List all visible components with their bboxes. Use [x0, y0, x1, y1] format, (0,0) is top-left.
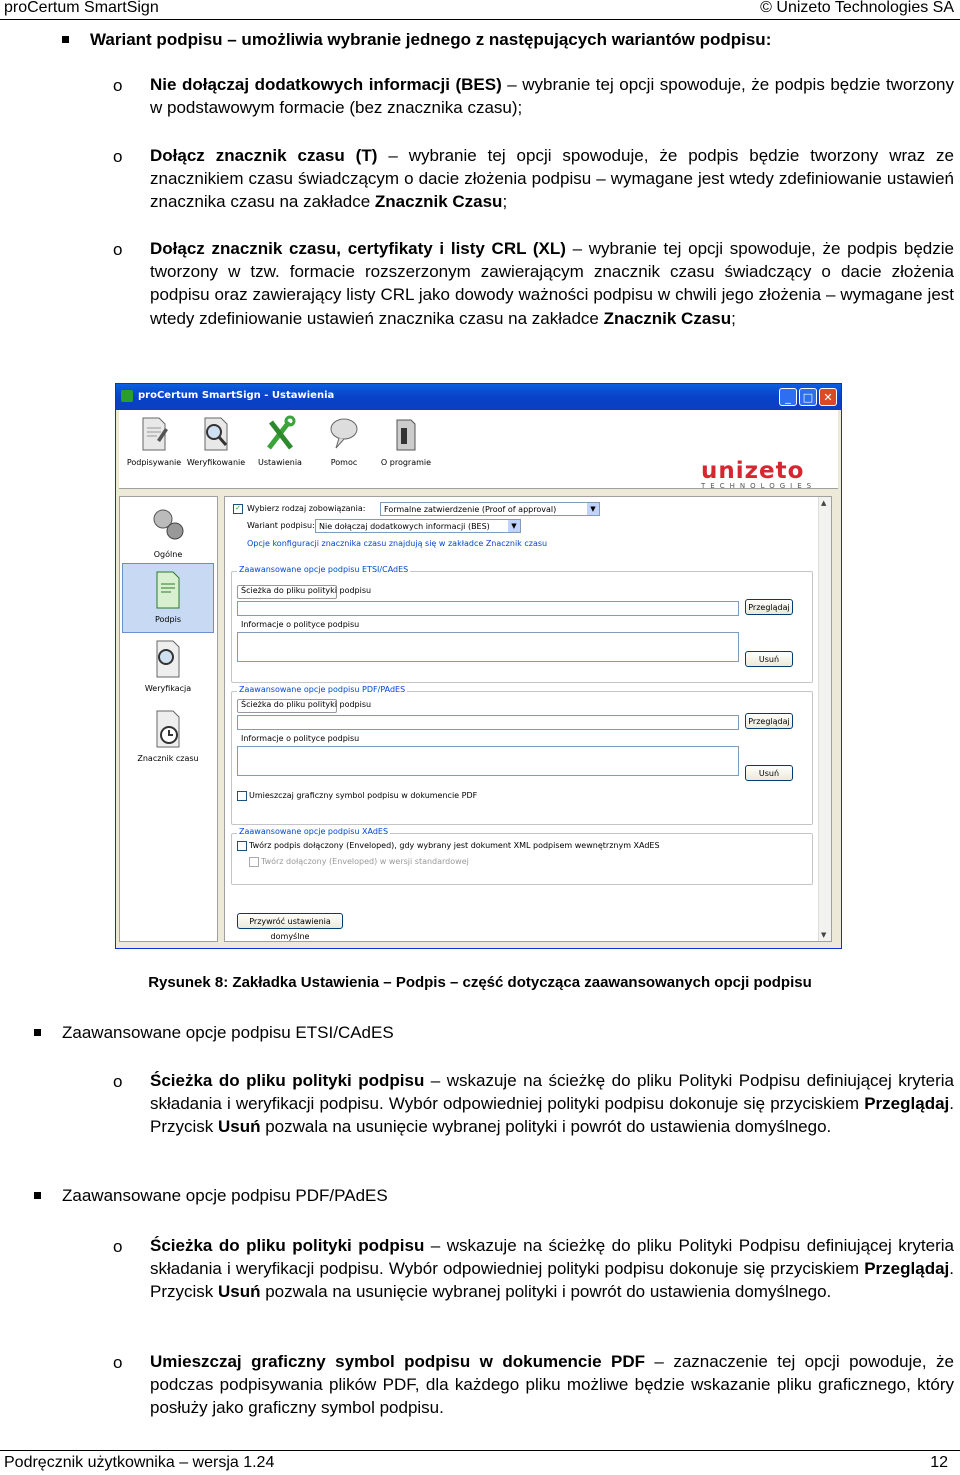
scroll-up-icon[interactable]: ▲: [821, 499, 827, 507]
toolbar-help[interactable]: Pomoc: [313, 414, 375, 467]
about-info-icon: [389, 414, 423, 454]
cades-group-title: Zaawansowane opcje podpisu ETSI/CAdES: [239, 565, 409, 574]
sidebar-item-verification[interactable]: Weryfikacja: [122, 637, 214, 701]
settings-window-screenshot: [115, 383, 842, 949]
xades-standard-checkbox[interactable]: [249, 857, 259, 867]
cades-path-input[interactable]: [237, 601, 739, 616]
toolbar-signing[interactable]: Podpisywanie: [123, 414, 185, 467]
header-rule: [0, 19, 960, 20]
square-bullet-icon: [34, 1029, 41, 1036]
maximize-button[interactable]: □: [799, 388, 817, 406]
window-titlebar: [116, 384, 841, 410]
tools-icon: [263, 414, 297, 454]
header-left: proCertum SmartSign: [4, 0, 159, 16]
item-graphic-symbol: Umieszczaj graficzny symbol podpisu w dokumencie PDF – zaznaczenie tej opcji powoduje, że podczas podpisywania plików PDF, dla każdego pliku możliwe będzie wskazanie pliku graficznego, który posłuży jako graficzny symbol podpisu.: [150, 1352, 954, 1418]
commitment-select[interactable]: Formalne zatwierdzenie (Proof of approval) ▼: [380, 502, 600, 516]
pades-policy-info-box: [237, 746, 739, 776]
vertical-scrollbar[interactable]: [818, 497, 831, 941]
sidebar-item-signature[interactable]: Podpis: [122, 563, 214, 633]
cades-remove-button[interactable]: Usuń: [745, 651, 793, 667]
variant-select[interactable]: Nie dołączaj dodatkowych informacji (BES) ▼: [315, 519, 521, 533]
circle-bullet-icon: o: [113, 1072, 123, 1091]
xades-enveloped-label: Twórz podpis dołączony (Enveloped), gdy wybrany jest dokument XML podpisem wewnętrznym XAdES: [249, 841, 660, 850]
circle-bullet-icon: o: [113, 147, 123, 166]
unizeto-logo: unizeto TECHNOLOGIES: [701, 458, 817, 490]
verify-magnifier-icon: [151, 637, 185, 681]
chevron-down-icon: ▼: [508, 520, 520, 532]
minimize-button[interactable]: _: [779, 388, 797, 406]
commitment-label: Wybierz rodzaj zobowiązania:: [247, 504, 366, 513]
footer-left: Podręcznik użytkownika – wersja 1.24: [4, 1454, 275, 1471]
help-bubble-icon: [327, 414, 361, 454]
cades-policy-info-box: [237, 632, 739, 662]
cades-path-label: Ścieżka do pliku polityki podpisu: [241, 586, 372, 595]
chevron-down-icon: ▼: [587, 503, 599, 515]
sidebar-item-timestamp[interactable]: Znacznik czasu: [122, 707, 214, 771]
pades-group-title: Zaawansowane opcje podpisu PDF/PAdES: [239, 685, 406, 694]
square-bullet-icon: [34, 1192, 41, 1199]
pades-path-input[interactable]: [237, 715, 739, 730]
section-title: Zaawansowane opcje podpisu PDF/PAdES: [62, 1186, 388, 1205]
circle-bullet-icon: o: [113, 1237, 123, 1256]
app-icon: [121, 390, 133, 402]
circle-bullet-icon: o: [113, 76, 123, 95]
header-right: © Unizeto Technologies SA: [760, 0, 954, 16]
item-cades-path: Ścieżka do pliku polityki podpisu – wskazuje na ścieżkę do pliku Polityki Podpisu definiującej kryteria składania i weryfikacji podpisu. Wybór odpowiedniej polityki podpisu dokonuje się przyciskiem Przeglądaj. Przycisk Usuń pozwala na usunięcie wybranej polityki i powrót do ustawienia domyślnego.: [150, 1071, 954, 1137]
item-xl: Dołącz znacznik czasu, certyfikaty i listy CRL (XL) – wybranie tej opcji spowoduje, że podpis będzie tworzony w tzw. formacie rozszerzonym zawierającym znacznik czasu świadczący o dacie złożenia podpisu oraz zawierający listy CRL jako dowody ważności podpisu w chwili jego złożenia – wymagane jest wtedy zdefiniowanie ustawień znacznika czasu na zakładce Znacznik Czasu;: [150, 239, 954, 328]
commitment-checkbox[interactable]: ✓: [233, 504, 243, 514]
toolbar-verify[interactable]: Weryfikowanie: [185, 414, 247, 467]
toolbar: [119, 410, 838, 489]
graphic-symbol-checkbox[interactable]: [237, 791, 247, 801]
circle-bullet-icon: o: [113, 240, 123, 259]
gears-icon: [151, 503, 185, 547]
settings-sidebar: [119, 496, 218, 942]
sign-document-icon: [137, 414, 171, 454]
variant-label: Wariant podpisu:: [247, 521, 315, 530]
item-bes: Nie dołączaj dodatkowych informacji (BES) – wybranie tej opcji spowoduje, że podpis będzie tworzony w podstawowym formacie (bez znacznika czasu);: [150, 75, 954, 118]
square-bullet-icon: [62, 36, 69, 43]
toolbar-about[interactable]: O programie: [375, 414, 437, 467]
xades-group-title: Zaawansowane opcje podpisu XAdES: [239, 827, 389, 836]
window-title: proCertum SmartSign - Ustawienia: [138, 390, 335, 401]
cades-policy-info-label: Informacje o polityce podpisu: [241, 620, 360, 629]
item-pades-path: Ścieżka do pliku polityki podpisu – wskazuje na ścieżkę do pliku Polityki Podpisu definiującej kryteria składania i weryfikacji podpisu. Wybór odpowiedniej polityki podpisu dokonuje się przyciskiem Przeglądaj. Przycisk Usuń pozwala na usunięcie wybranej polityki i powrót do ustawienia domyślnego.: [150, 1236, 954, 1302]
pades-path-label: Ścieżka do pliku polityki podpisu: [241, 700, 372, 709]
restore-defaults-button[interactable]: Przywróć ustawienia domyślne: [237, 913, 343, 929]
footer-rule: [0, 1450, 960, 1451]
section-title: Wariant podpisu – umożliwia wybranie jednego z następujących wariantów podpisu:: [90, 30, 772, 49]
timestamp-config-info: Opcje konfiguracji znacznika czasu znajdują się w zakładce Znacznik czasu: [247, 539, 548, 548]
circle-bullet-icon: o: [113, 1353, 123, 1372]
pades-remove-button[interactable]: Usuń: [745, 765, 793, 781]
toolbar-settings[interactable]: Ustawienia: [249, 414, 311, 467]
page-number: 12: [930, 1454, 948, 1471]
section-title: Zaawansowane opcje podpisu ETSI/CAdES: [62, 1023, 394, 1042]
xades-enveloped-checkbox[interactable]: [237, 841, 247, 851]
timestamp-clock-icon: [151, 707, 185, 751]
verify-magnifier-icon: [199, 414, 233, 454]
pades-policy-info-label: Informacje o polityce podpisu: [241, 734, 360, 743]
sidebar-item-general[interactable]: Ogólne: [122, 503, 214, 563]
pades-browse-button[interactable]: Przeglądaj: [745, 713, 793, 729]
cades-browse-button[interactable]: Przeglądaj: [745, 599, 793, 615]
scroll-down-icon[interactable]: ▼: [821, 931, 827, 939]
close-button[interactable]: ✕: [819, 388, 837, 406]
graphic-symbol-label: Umieszczaj graficzny symbol podpisu w dokumencie PDF: [249, 791, 478, 800]
xades-standard-label: Twórz dołączony (Enveloped) w wersji standardowej: [261, 857, 469, 866]
item-t: Dołącz znacznik czasu (T) – wybranie tej opcji spowoduje, że podpis będzie tworzony wraz ze znacznikiem czasu świadczącym o dacie złożenia podpisu – wymagane jest wtedy zdefiniowanie ustawień znacznika czasu na zakładce Znacznik Czasu;: [150, 146, 954, 212]
figure-caption: Rysunek 8: Zakładka Ustawienia – Podpis – część dotycząca zaawansowanych opcji podpisu: [148, 974, 812, 991]
sign-document-icon: [151, 568, 185, 612]
settings-main-panel: [224, 496, 832, 942]
